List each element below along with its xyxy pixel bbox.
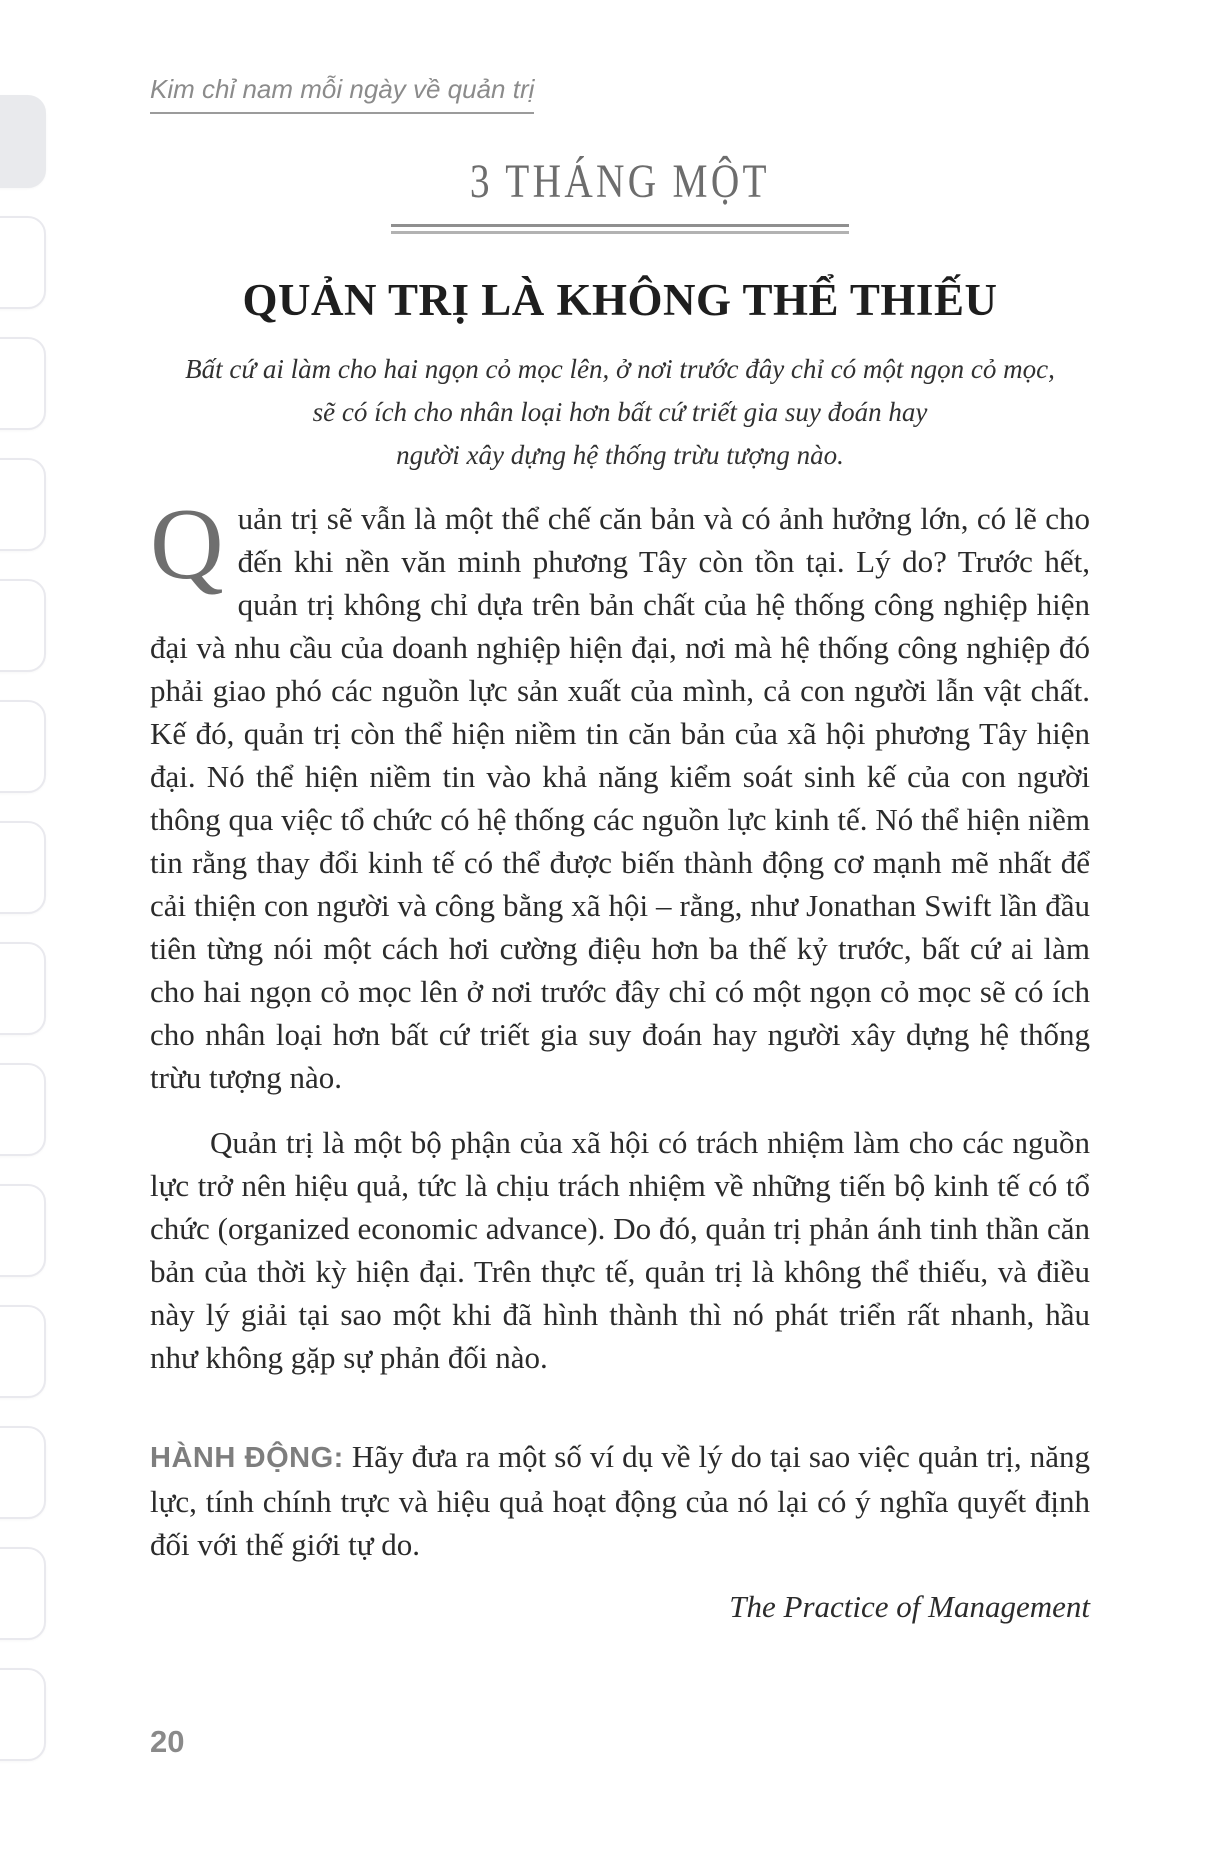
double-rule-divider — [391, 224, 849, 234]
epigraph-line: người xây dựng hệ thống trừu tượng nào. — [396, 440, 844, 470]
paragraph-1 — [150, 488, 1090, 1099]
drop-cap: Q — [150, 488, 224, 601]
source-attribution: The Practice of Management — [729, 1589, 1090, 1624]
action-label: HÀNH ĐỘNG: — [150, 1442, 344, 1474]
edge-tab — [0, 700, 46, 793]
edge-tab-active — [0, 95, 46, 188]
paragraph-2: Quản trị là một bộ phận của xã hội có trách nhiệm làm cho các nguồn lực trở nên hiệu quả, tức là chịu trách nhiệm về những tiến bộ kinh tế có tổ chức (organized economic advance). Do đó, quản trị phản ánh tinh thần căn bản của thời kỳ hiện đại. Trên thực tế, quản trị là không thể thiếu, và điều này lý giải tại sao một khi đã hình thành thì nó phát triển rất nhanh, hầu như không gặp sự phản đối nào. — [150, 1125, 1090, 1375]
edge-tab — [0, 1547, 46, 1640]
paragraph-1-text: uản trị sẽ vẫn là một thể chế căn bản và có ảnh hưởng lớn, có lẽ cho đến khi nền văn minh phương Tây còn tồn tại. Lý do? Trước hết, quản trị không chỉ dựa trên bản chất của hệ thống công nghiệp hiện đại và nhu cầu của doanh nghiệp hiện đại, nơi mà hệ thống công nghiệp đó phải giao phó các nguồn lực sản xuất của mình, cả con người lẫn vật chất. Kế đó, quản trị còn thể hiện niềm tin căn bản của xã hội phương Tây hiện đại. Nó thể hiện niềm tin vào khả năng kiểm soát sinh kế của con người thông qua việc tổ chức có hệ thống các nguồn lực kinh tế. Nó thể hiện niềm tin rằng thay đổi kinh tế có thể được biến thành động cơ mạnh mẽ nhất để cải thiện con người và công bằng xã hội – rằng, như Jonathan Swift lần đầu tiên từng nói một cách hơi cường điệu hơn ba thế kỷ trước, bất cứ ai làm cho hai ngọn cỏ mọc lên ở nơi trước đây chỉ có một ngọn cỏ mọc sẽ có ích cho nhân loại hơn bất cứ triết gia suy đoán hay người xây dựng hệ thống trừu tượng nào. — [150, 501, 1090, 1095]
edge-tab — [0, 216, 46, 309]
chapter-title: QUẢN TRỊ LÀ KHÔNG THỂ THIẾU — [242, 275, 998, 325]
edge-tab — [0, 1184, 46, 1277]
epigraph-line: sẽ có ích cho nhân loại hơn bất cứ triết gia suy đoán hay — [312, 397, 928, 427]
running-header: Kim chỉ nam mỗi ngày về quản trị — [150, 74, 534, 114]
edge-tab — [0, 1426, 46, 1519]
running-header-row — [150, 0, 1090, 114]
epigraph — [150, 348, 1090, 477]
action-text: Hãy đưa ra một số ví dụ về lý do tại sao việc quản trị, năng lực, tính chính trực và hiệu quả hoạt động của nó lại có ý nghĩa quyết định đối với thế giới tự do. — [150, 1439, 1090, 1562]
edge-tab — [0, 579, 46, 672]
edge-tab — [0, 1668, 46, 1761]
page-content — [150, 0, 1090, 1628]
page-number: 20 — [150, 1724, 185, 1759]
edge-tab — [0, 821, 46, 914]
edge-tab — [0, 458, 46, 551]
edge-tab — [0, 337, 46, 430]
action-paragraph — [150, 1435, 1090, 1566]
edge-tab — [0, 1063, 46, 1156]
edge-tab — [0, 1305, 46, 1398]
epigraph-line: Bất cứ ai làm cho hai ngọn cỏ mọc lên, ở nơi trước đây chỉ có một ngọn cỏ mọc, — [185, 354, 1055, 384]
date-heading: 3 THÁNG MỘT — [470, 155, 770, 208]
date-heading-row — [150, 156, 1090, 208]
edge-tab — [0, 942, 46, 1035]
